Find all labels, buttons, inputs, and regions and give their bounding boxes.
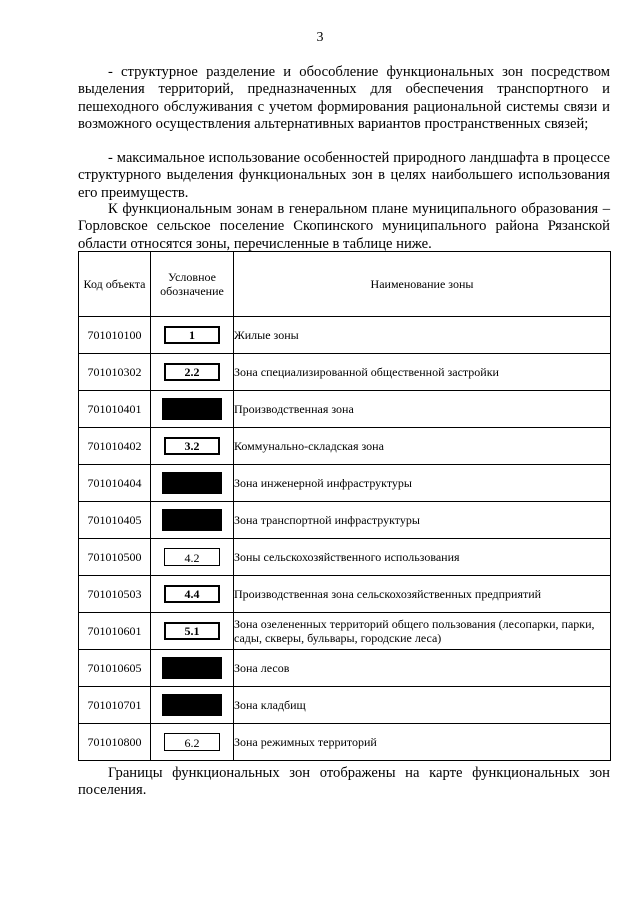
zone-symbol: 1: [164, 326, 220, 344]
zone-code: 701010800: [79, 724, 151, 761]
header-symbol: Условное обозначение: [151, 252, 234, 317]
zone-name: Производственная зона: [234, 391, 611, 428]
zone-name: Зона специализированной общественной застройки: [234, 354, 611, 391]
zone-name: Зона транспортной инфраструктуры: [234, 502, 611, 539]
zone-name: Производственная зона сельскохозяйственных предприятий: [234, 576, 611, 613]
zone-name: Зона озелененных территорий общего пользования (лесопарки, парки, сады, скверы, бульвары, городские леса): [234, 613, 611, 650]
table-row: [79, 687, 611, 724]
zone-code: 701010100: [79, 317, 151, 354]
zone-name: Зоны сельскохозяйственного использования: [234, 539, 611, 576]
table-row: [79, 613, 611, 650]
zone-symbol-cell: [151, 613, 234, 650]
table-row: [79, 391, 611, 428]
table-row: [79, 650, 611, 687]
table-header-row: [79, 252, 611, 317]
zone-symbol: 4.4: [164, 585, 220, 603]
table-row: [79, 465, 611, 502]
paragraph-zones-intro: [78, 201, 610, 253]
zone-symbol-cell: [151, 539, 234, 576]
zone-symbol-cell: [151, 687, 234, 724]
paragraph-text: Границы функциональных зон отображены на карте функциональных зон поселения.: [78, 765, 610, 799]
zone-symbol: [162, 472, 222, 494]
page-number: 3: [316, 30, 324, 45]
zone-symbol: 4.2: [164, 548, 220, 566]
zone-code: 701010701: [79, 687, 151, 724]
zone-symbol: 5.1: [164, 622, 220, 640]
zone-name: Коммунально-складская зона: [234, 428, 611, 465]
paragraph-text: - максимальное использование особенностей природного ландшафта в процессе структурного выделения функциональных зон в целях наибольшего использования его преимуществ.: [78, 150, 610, 201]
zone-symbol-cell: [151, 650, 234, 687]
zone-symbol-cell: [151, 428, 234, 465]
zone-symbol-cell: [151, 724, 234, 761]
paragraph-structural-separation: [78, 64, 610, 133]
zone-symbol: [162, 657, 222, 679]
zone-name: Жилые зоны: [234, 317, 611, 354]
zone-name: Зона режимных территорий: [234, 724, 611, 761]
zone-code: 701010605: [79, 650, 151, 687]
header-code: Код объекта: [79, 252, 151, 317]
paragraph-zone-map-note: [78, 765, 610, 800]
zone-code: 701010404: [79, 465, 151, 502]
zone-symbol-cell: [151, 391, 234, 428]
zone-name: Зона кладбищ: [234, 687, 611, 724]
zone-code: 701010402: [79, 428, 151, 465]
zone-symbol-cell: [151, 502, 234, 539]
zone-code: 701010405: [79, 502, 151, 539]
table-row: [79, 428, 611, 465]
zone-code: 701010401: [79, 391, 151, 428]
functional-zones-table: [78, 251, 611, 761]
header-zone-name: Наименование зоны: [234, 252, 611, 317]
table-row: [79, 354, 611, 391]
zone-name: Зона инженерной инфраструктуры: [234, 465, 611, 502]
zone-code: 701010302: [79, 354, 151, 391]
zone-symbol: 6.2: [164, 733, 220, 751]
zone-code: 701010601: [79, 613, 151, 650]
paragraph-text: - структурное разделение и обособление функциональных зон посредством выделения территорий, предназначенных для обеспечения транспортного и пешеходного обслуживания с учетом формирования рациональной системы связи и возможного осуществления альтернативных вариантов пространственных связей;: [78, 64, 610, 132]
table-row: [79, 317, 611, 354]
paragraph-landscape-use: [78, 150, 610, 202]
table-row: [79, 502, 611, 539]
zone-symbol-cell: [151, 354, 234, 391]
zone-symbol: [162, 694, 222, 716]
table-row: [79, 724, 611, 761]
zone-code: 701010503: [79, 576, 151, 613]
zone-symbol-cell: [151, 465, 234, 502]
table-row: [79, 539, 611, 576]
table-row: [79, 576, 611, 613]
zone-symbol-cell: [151, 576, 234, 613]
zone-symbol-cell: [151, 317, 234, 354]
table-body: [79, 317, 611, 761]
zone-symbol: [162, 398, 222, 420]
paragraph-text: К функциональным зонам в генеральном плане муниципального образования – Горловское сельское поселение Скопинского муниципального района Рязанской области относятся зоны, перечисленные в таблице ниже.: [78, 201, 610, 252]
zone-symbol: 2.2: [164, 363, 220, 381]
zone-symbol: 3.2: [164, 437, 220, 455]
zone-name: Зона лесов: [234, 650, 611, 687]
zone-symbol: [162, 509, 222, 531]
zone-code: 701010500: [79, 539, 151, 576]
